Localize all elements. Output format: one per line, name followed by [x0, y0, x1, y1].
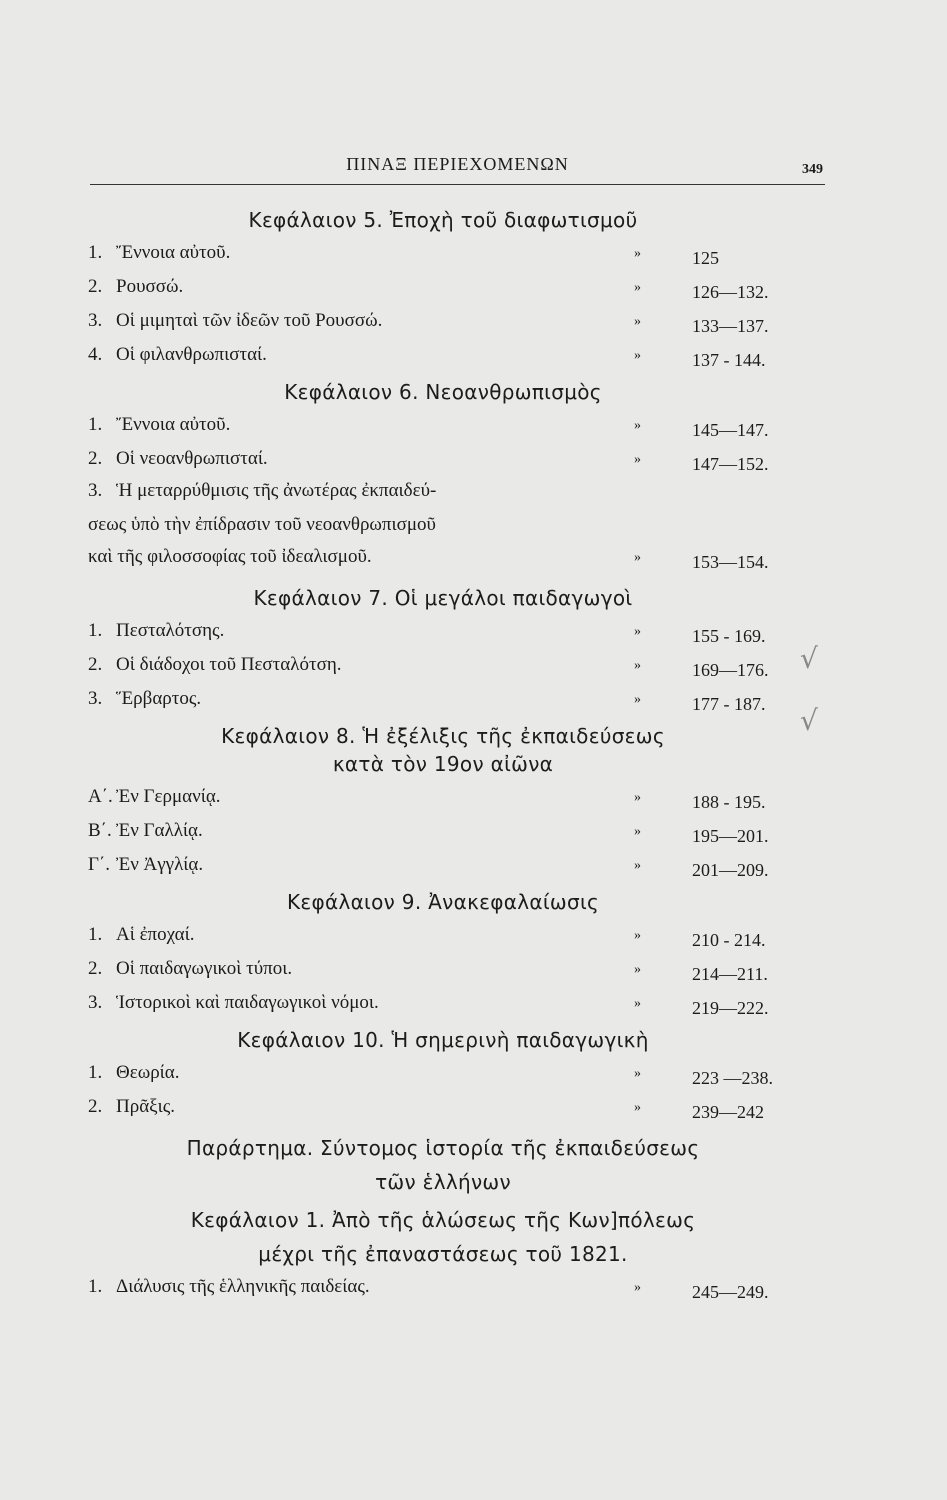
toc-entry: 2. Πρᾶξις. » 239—242 [88, 1096, 764, 1122]
chapter-8-heading [88, 722, 798, 778]
toc-entry: Γ΄. Ἐν Ἀγγλίᾳ. » 201—209. [88, 854, 769, 880]
running-header [90, 150, 825, 185]
appendix-title-line1: Παράρτημα. Σύντομος ἱστορία τῆς ἐκπαιδεύσεως [186, 1136, 700, 1160]
chapter-5-heading: Κεφάλαιον 5. Ἐποχὴ τοῦ διαφωτισμοῦ [248, 208, 638, 232]
page-number: 349 [802, 162, 823, 177]
appendix-chapter-1-title-line1: Κεφάλαιον 1. Ἀπὸ τῆς ἁλώσεως τῆς Κων]πόλεως [190, 1208, 696, 1232]
toc-entry: 1. Διάλυσις τῆς ἑλληνικῆς παιδείας. » 245—249. [88, 1276, 769, 1302]
toc-entry: 1. Ἔννοια αὐτοῦ. » 125 [88, 242, 719, 268]
appendix-chapter-1-heading [88, 1206, 798, 1268]
appendix-heading [88, 1134, 798, 1196]
chapter-6-heading: Κεφάλαιον 6. Νεοανθρωπισμὸς [284, 380, 602, 404]
toc-entry: Β΄. Ἐν Γαλλίᾳ. » 195—201. [88, 820, 769, 846]
appendix-chapter-1-title-line2: μέχρι τῆς ἐπαναστάσεως τοῦ 1821. [258, 1242, 628, 1266]
toc-entry-multiline: 3. Ἡ μεταρρύθμισις τῆς ἀνωτέρας ἐκπαιδεύ- σεως ὑπὸ τὴν ἐπίδρασιν τοῦ νεοανθρωπισμοῦ καὶ τῆς φιλοσσοφίας τοῦ ἰδεαλισμοῦ. » 153—154. [88, 480, 769, 572]
toc-entry: 1. Πεσταλότσης. » 155 - 169. [88, 620, 766, 646]
toc-entry: 3. Οἱ μιμηταὶ τῶν ἰδεῶν τοῦ Ρουσσώ. » 133—137. [88, 310, 769, 336]
toc-entry: 1. Αἱ ἐποχαί. » 210 - 214. [88, 924, 766, 950]
table-of-contents [88, 200, 798, 1304]
toc-entry: 3. Ἕρβαρτος. » 177 - 187. [88, 688, 766, 714]
toc-entry: 3. Ἱστορικοὶ καὶ παιδαγωγικοὶ νόμοι. » 219—222. [88, 992, 769, 1018]
toc-entry: 2. Ρουσσώ. » 126—132. [88, 276, 769, 302]
toc-entry: 1. Ἔννοια αὐτοῦ. » 145—147. [88, 414, 769, 440]
toc-entry: 4. Οἱ φιλανθρωπισταί. » 137 - 144. [88, 344, 766, 370]
pencil-check-mark-icon: √ [800, 642, 818, 675]
pencil-check-mark-icon: √ [800, 704, 818, 737]
chapter-8-title-line2: κατὰ τὸν 19ον αἰῶνα [332, 752, 554, 776]
toc-entry: 2. Οἱ παιδαγωγικοὶ τύποι. » 214—211. [88, 958, 768, 984]
running-title: ΠΙΝΑΞ ΠΕΡΙΕΧΟΜΕΝΩΝ [346, 154, 569, 174]
toc-entry: 1. Θεωρία. » 223 —238. [88, 1062, 773, 1088]
chapter-8-title-line1: Κεφάλαιον 8. Ἡ ἐξέλιξις τῆς ἐκπαιδεύσεως [221, 724, 665, 748]
toc-entry: 2. Οἱ νεοανθρωπισταί. » 147—152. [88, 448, 769, 474]
appendix-title-line2: τῶν ἑλλήνων [375, 1170, 511, 1194]
chapter-7-heading: Κεφάλαιον 7. Οἱ μεγάλοι παιδαγωγοὶ [253, 586, 633, 610]
chapter-9-heading: Κεφάλαιον 9. Ἀνακεφαλαίωσις [286, 890, 600, 914]
chapter-10-heading: Κεφάλαιον 10. Ἡ σημερινὴ παιδαγωγικὴ [237, 1028, 649, 1052]
toc-entry: 2. Οἱ διάδοχοι τοῦ Πεσταλότση. » 169—176. [88, 654, 769, 680]
toc-entry: Α΄. Ἐν Γερμανίᾳ. » 188 - 195. [88, 786, 766, 812]
